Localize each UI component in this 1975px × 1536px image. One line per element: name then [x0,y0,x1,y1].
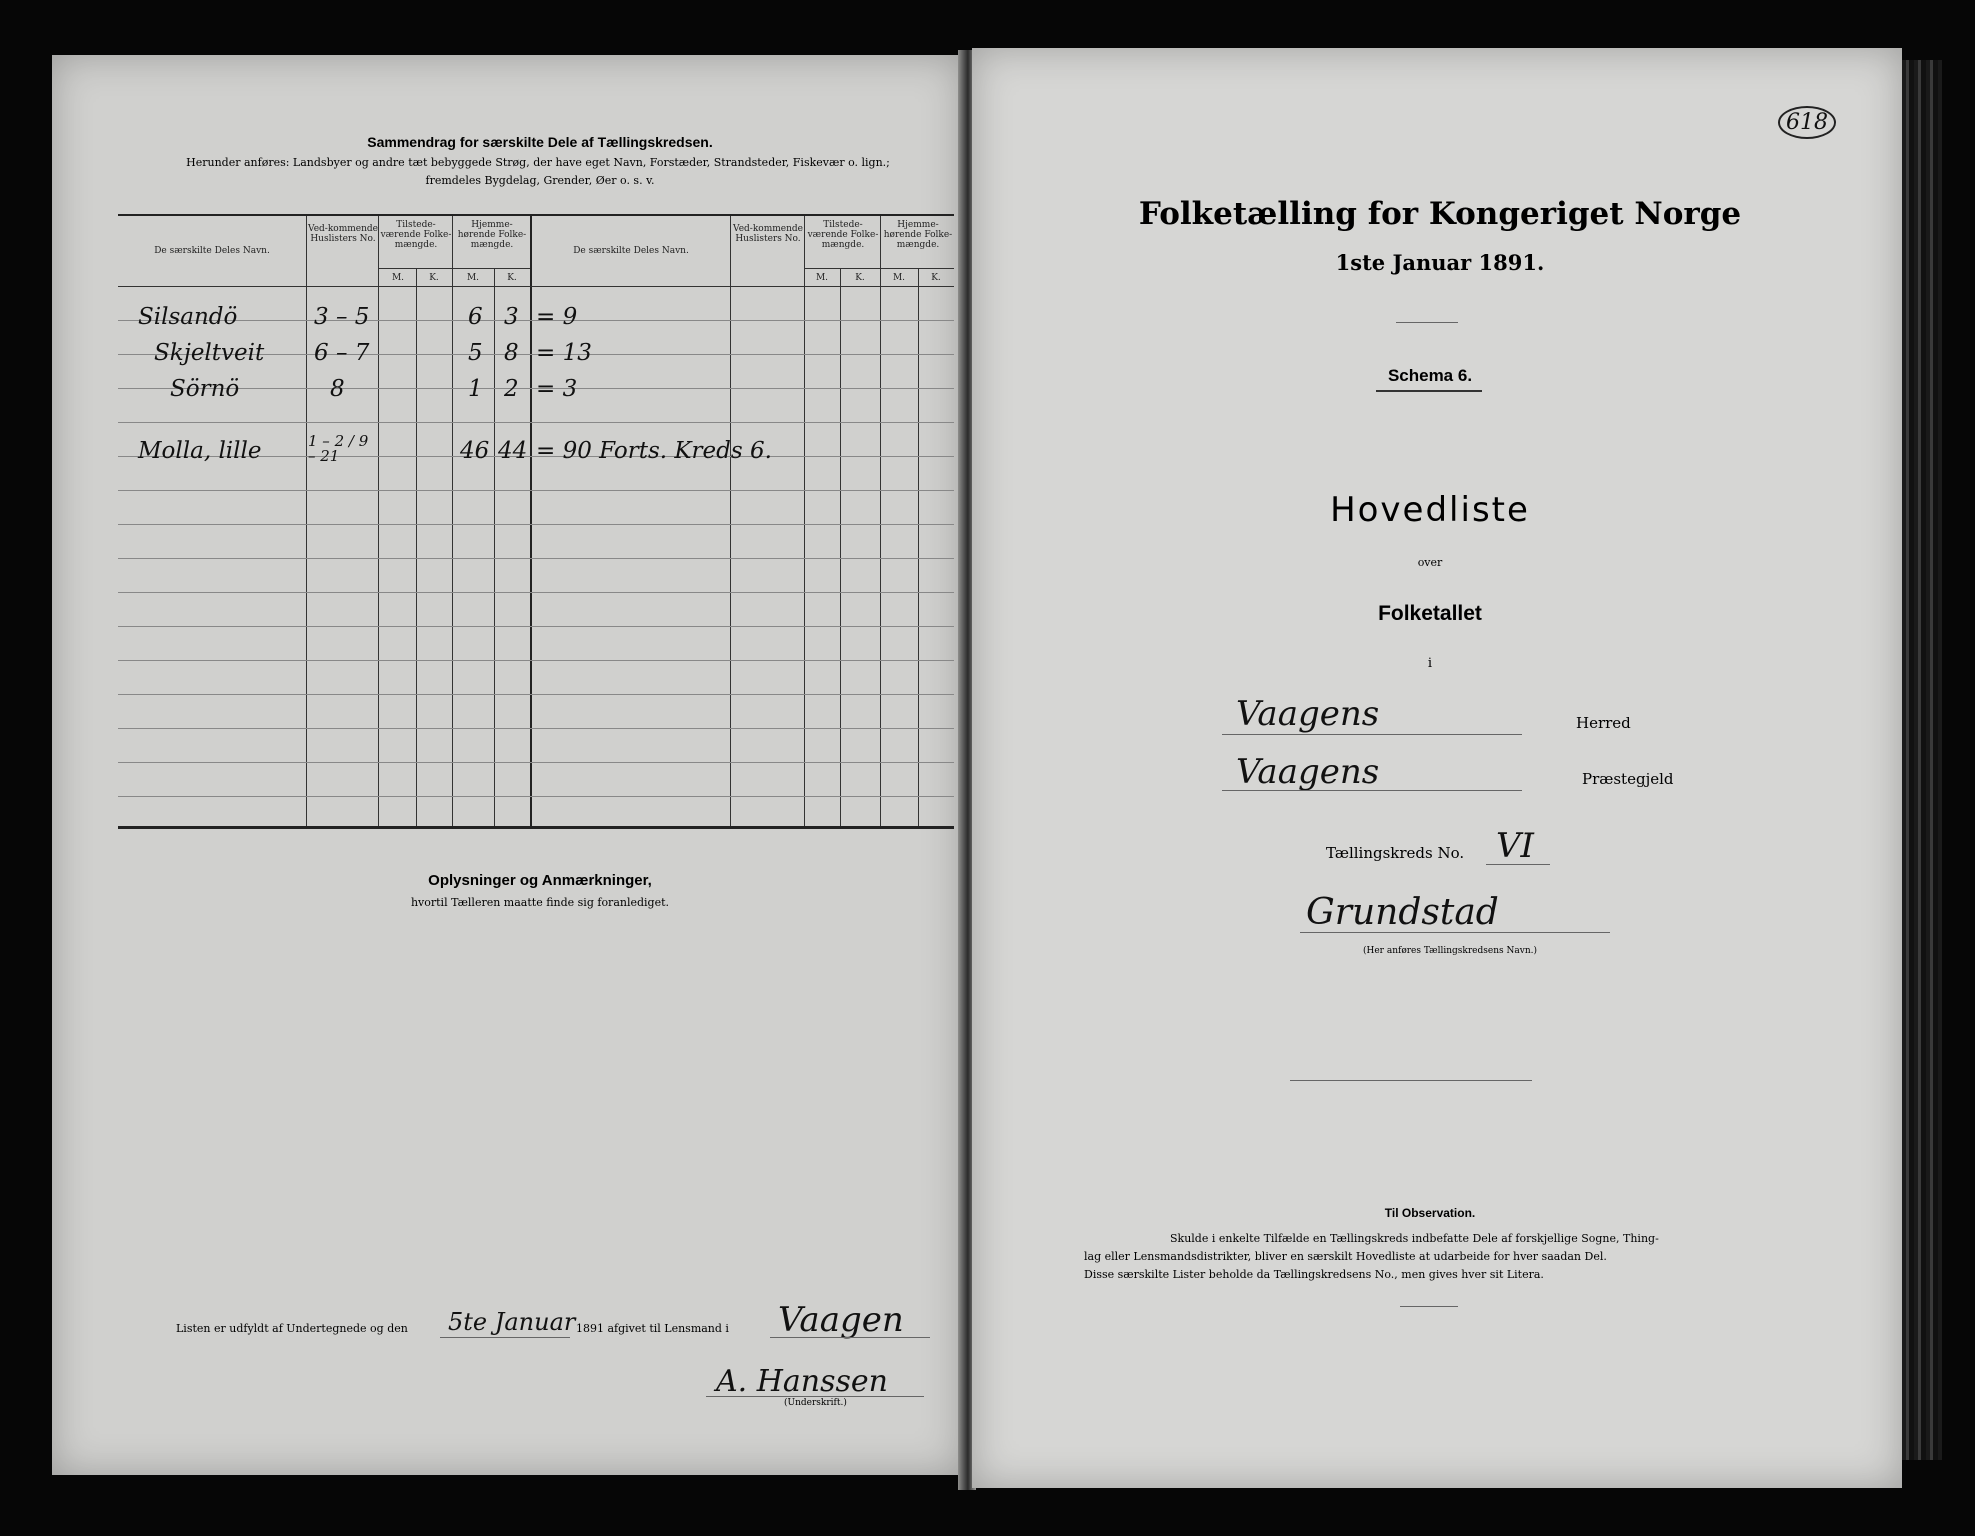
row-hk: 3 [504,304,519,330]
row-name: Molla, lille [138,438,262,464]
header-name-2: De særskilte Deles Navn. [573,246,689,256]
header-tilst-k-2: K. [855,273,865,283]
page-edges [1902,60,1942,1460]
summary-subtitle-1: Herunder anføres: Landsbyer og andre tæt bebyggede Strøg, der have eget Navn, Forstæder, Strandsteder, Fiskevær o. lign.; [186,156,890,169]
hovedliste-title: Hovedliste [1330,490,1530,530]
page-number-stamp: 618 [1778,106,1836,139]
remarks-subtitle: hvortil Tælleren maatte finde sig foranlediget. [410,896,670,909]
footer-place: Vaagen [778,1300,904,1340]
summary-title: Sammendrag for særskilte Dele af Tællingskredsen. [367,134,713,150]
header-hjem-k-2: K. [931,273,941,283]
header-tilst: Tilstede-værende Folke-mængde. [380,220,452,250]
praestegjeld-value: Vaagens [1236,752,1380,792]
row-note: = 3 [536,376,578,402]
observation-line-3: Disse særskilte Lister beholde da Tællingskredsens No., men gives hver sit Litera. [1084,1268,1544,1281]
observation-line-1: Skulde i enkelte Tilfælde en Tællingskreds indbefatte Dele af forskjellige Sogne, Thing- [1170,1232,1659,1245]
census-title: Folketælling for Kongeriget Norge [1138,196,1742,232]
row-husl: 6 – 7 [314,340,370,366]
header-tilst-m: M. [391,273,405,283]
header-name: De særskilte Deles Navn. [154,246,270,256]
herred-value: Vaagens [1236,694,1380,734]
row-husl: 1 – 2 / 9 – 21 [308,432,369,465]
schema-label: Schema 6. [1387,366,1473,385]
footer-year: 1891 afgivet til Lensmand i [576,1322,729,1335]
row-name: Skjeltveit [154,340,265,366]
row-hm: 1 [468,376,483,402]
kreds-name: Grundstad [1306,892,1499,933]
header-hjem-m-2: M. [892,273,906,283]
header-tilst-m-2: M. [815,273,829,283]
row-hk: 8 [504,340,519,366]
folketallet-title: Folketallet [1378,602,1482,625]
praestegjeld-label: Præstegjeld [1582,770,1674,788]
summary-table [118,214,954,829]
observation-line-2: lag eller Lensmandsdistrikter, bliver en særskilt Hovedliste at udarbeide for hver saadan Del. [1084,1250,1607,1263]
row-husl: 3 – 5 [314,304,370,330]
row-hm: 46 [460,438,490,464]
census-date: 1ste Januar 1891. [1335,250,1545,275]
signature: A. Hanssen [716,1364,888,1399]
row-hk: 44 [498,438,528,464]
over-text: over [1417,556,1443,569]
row-note: = 9 [536,304,578,330]
kreds-name-label: (Her anføres Tællingskredsens Navn.) [1362,946,1537,956]
row-note: = 13 [536,340,592,366]
row-hm: 6 [468,304,483,330]
row-name: Silsandö [138,304,238,330]
observation-title: Til Observation. [1384,1206,1476,1220]
row-hk: 2 [504,376,519,402]
kreds-label: Tællingskreds No. [1326,844,1465,862]
remarks-title: Oplysninger og Anmærkninger, [428,872,652,889]
header-hjem-2: Hjemme-hørende Folke-mængde. [883,220,953,250]
header-hjem-k: K. [507,273,517,283]
header-husl: Ved-kommende Huslisters No. [308,224,378,244]
signature-label: (Underskrift.) [784,1398,847,1408]
header-husl-2: Ved-kommende Huslisters No. [733,224,803,244]
footer-prefix: Listen er udfyldt af Undertegnede og den [176,1322,408,1335]
kreds-value: VI [1496,826,1534,866]
header-tilst-2: Tilstede-værende Folke-mængde. [807,220,879,250]
row-note: = 90 Forts. Kreds 6. [536,438,772,464]
header-hjem-m: M. [466,273,480,283]
row-husl: 8 [330,376,345,402]
summary-subtitle-2: fremdeles Bygdelag, Grender, Øer o. s. v. [425,174,655,187]
row-hm: 5 [468,340,483,366]
header-tilst-k: K. [429,273,439,283]
header-hjem: Hjemme-hørende Folke-mængde. [457,220,527,250]
footer-date: 5te Januar [448,1308,576,1336]
i-text: i [1427,656,1433,671]
herred-label: Herred [1576,714,1631,732]
row-name: Sörnö [170,376,240,402]
